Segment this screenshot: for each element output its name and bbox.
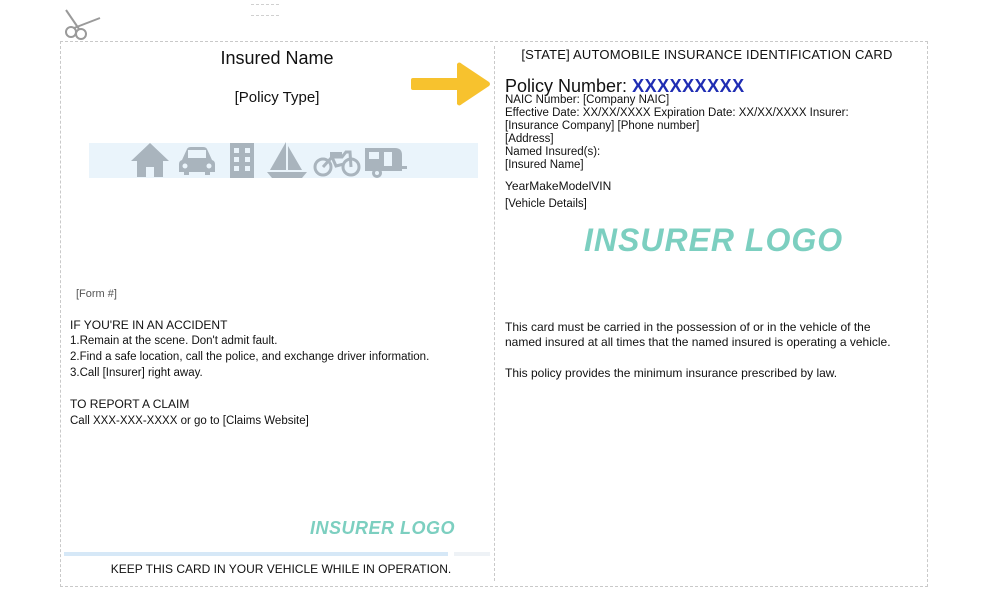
list-item: 3.Call [Insurer] right away.	[70, 367, 203, 379]
policy-type: [Policy Type]	[234, 89, 320, 106]
card-title: [STATE] AUTOMOBILE INSURANCE IDENTIFICATION CARD	[521, 47, 893, 62]
building-icon	[222, 140, 262, 180]
footer-bar-end	[454, 552, 490, 556]
list-item: 2.Find a safe location, call the police, and exchange driver information.	[70, 351, 430, 363]
rv-icon	[362, 140, 408, 180]
named-insured-label: Named Insured(s):	[505, 146, 601, 158]
sailboat-icon	[262, 140, 312, 180]
carry-notice: This card must be carried in the possession of or in the vehicle of the named insured at all times that the named insured is operating a vehicle.	[505, 320, 891, 349]
named-insured-value: [Insured Name]	[505, 159, 584, 171]
insured-name: Insured Name	[220, 48, 334, 68]
home-icon	[128, 140, 172, 180]
footer-bar	[64, 552, 448, 556]
claim-heading: TO REPORT A CLAIM	[70, 397, 190, 411]
accident-heading: IF YOU'RE IN AN ACCIDENT	[70, 318, 228, 332]
claim-instructions: Call XXX-XXX-XXXX or go to [Claims Website]	[70, 415, 309, 427]
dates-insurer: Effective Date: XX/XX/XXXX Expiration Date: XX/XX/XXXX Insurer: [Insurance Company] [Phone number]	[505, 107, 849, 132]
scissors-icon	[62, 8, 102, 40]
policy-details	[505, 94, 890, 172]
car-icon	[172, 140, 222, 180]
vehicle-details: [Vehicle Details]	[505, 198, 587, 210]
policy-number-label: Policy Number:	[505, 76, 628, 96]
insurer-address: [Address]	[505, 133, 554, 145]
cut-line-marker	[251, 4, 279, 16]
keep-card-notice: KEEP THIS CARD IN YOUR VEHICLE WHILE IN OPERATION.	[110, 562, 452, 576]
minimum-insurance-notice: This policy provides the minimum insurance prescribed by law.	[505, 366, 838, 380]
arrow-right-icon	[409, 60, 493, 108]
form-number: [Form #]	[76, 288, 117, 300]
accident-steps	[70, 333, 429, 381]
list-item: 1.Remain at the scene. Don't admit fault.	[70, 335, 278, 347]
fold-divider	[494, 46, 495, 581]
coverage-icons	[128, 140, 408, 180]
vehicle-header: YearMakeModelVIN	[505, 179, 612, 193]
naic-number: NAIC Number: [Company NAIC]	[505, 94, 670, 106]
motorcycle-icon	[312, 140, 362, 180]
insurer-logo-small: INSURER LOGO	[310, 518, 456, 538]
policy-number-value: XXXXXXXXX	[632, 76, 745, 96]
insurer-logo-large: INSURER LOGO	[584, 222, 844, 258]
